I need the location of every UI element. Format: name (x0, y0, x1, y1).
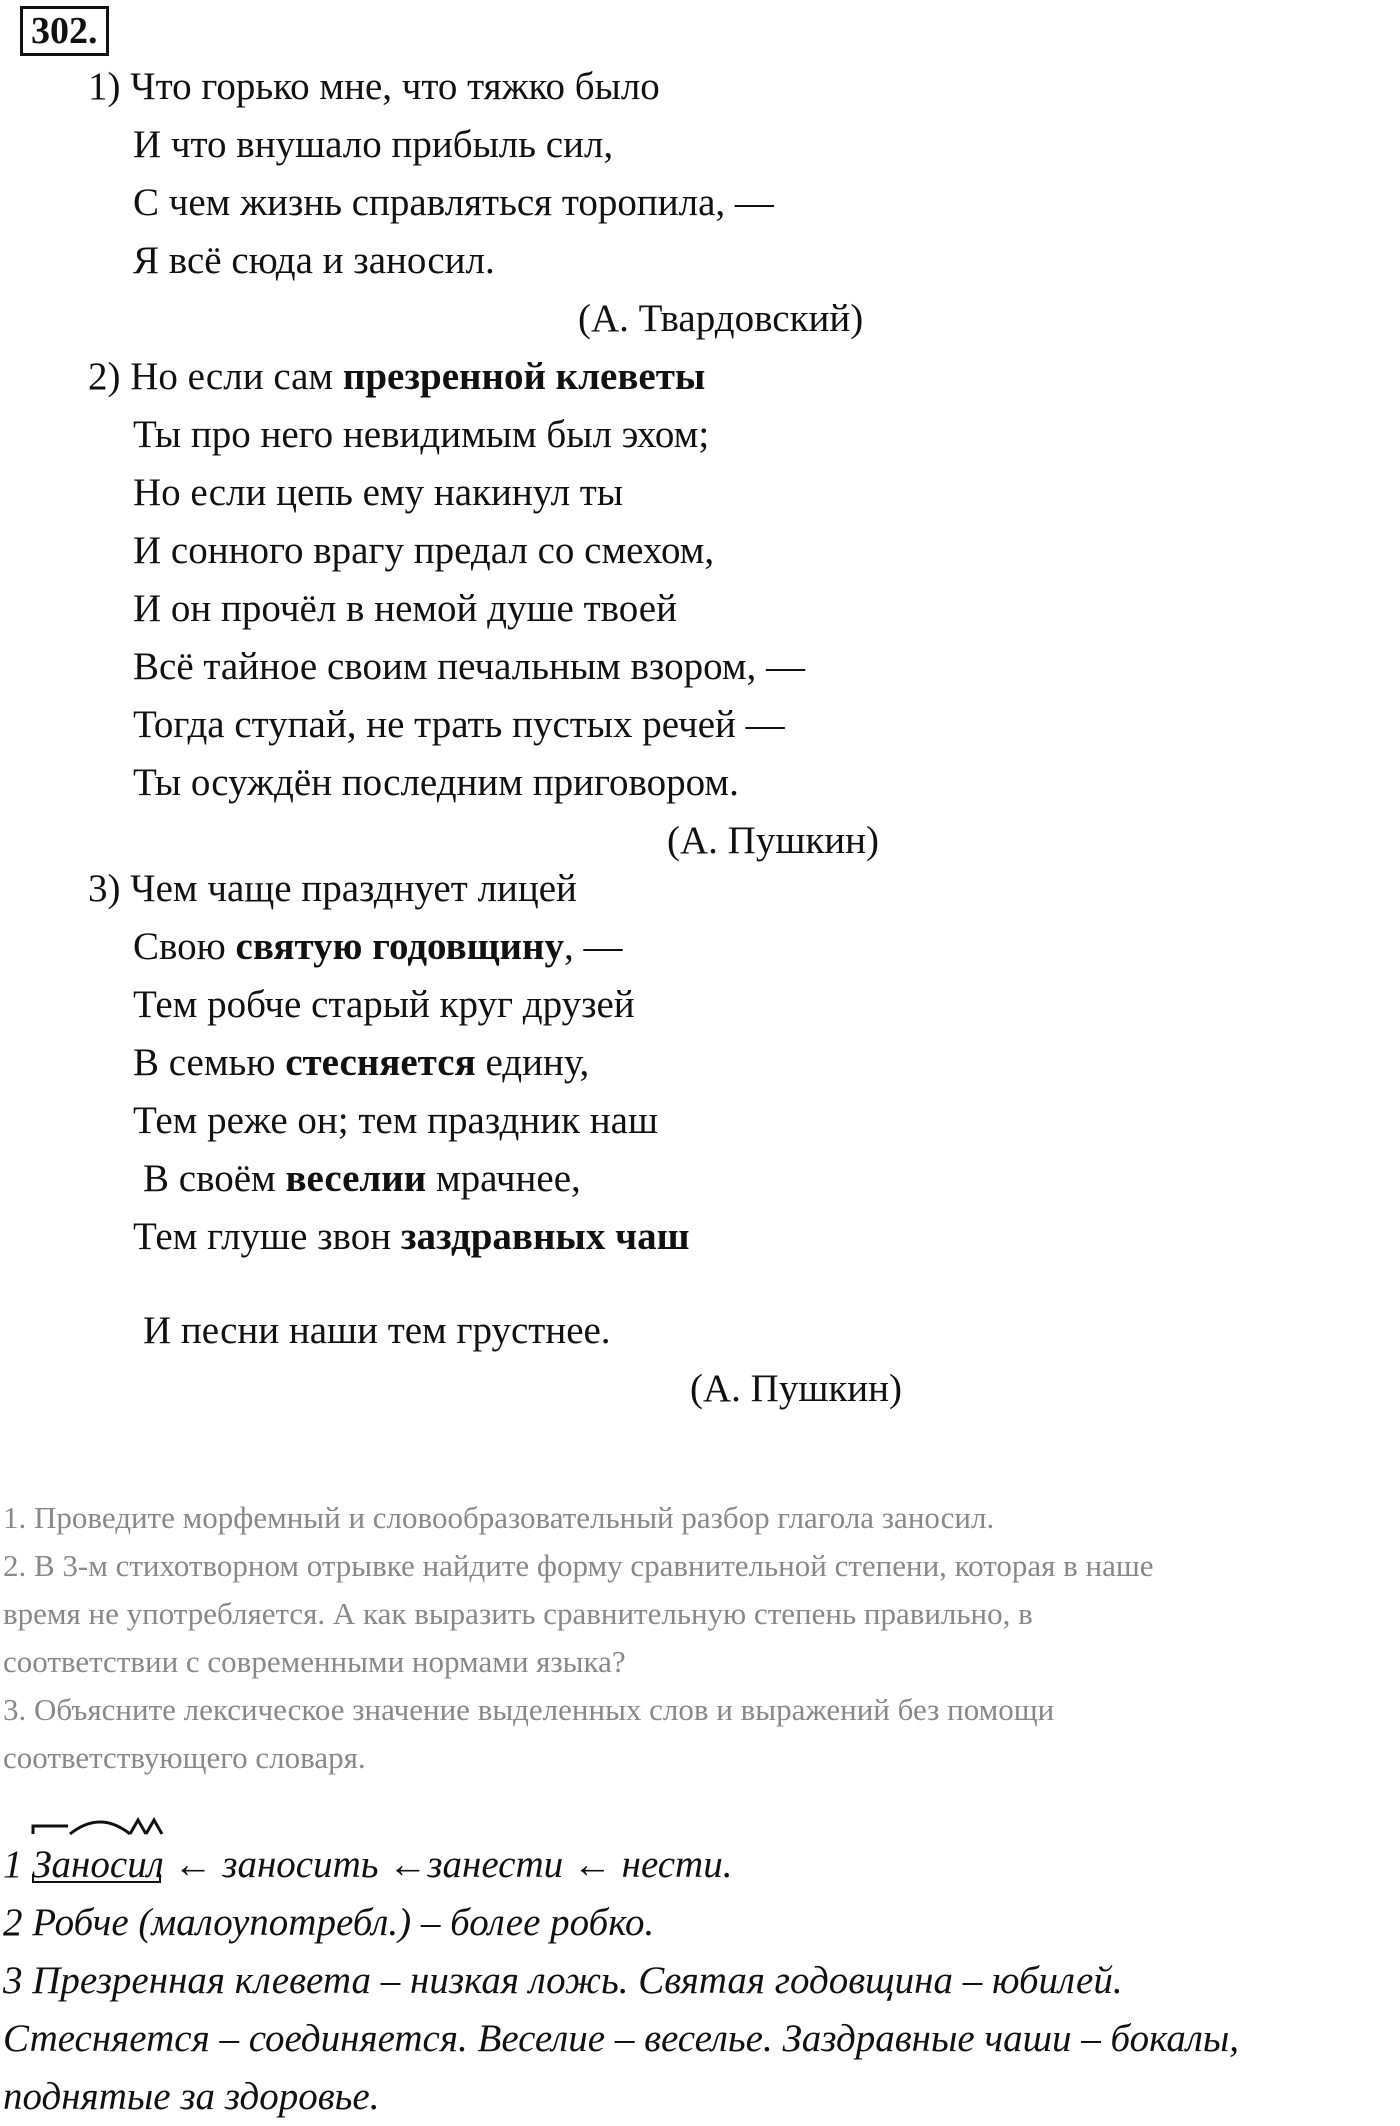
poem-text: едину, (475, 1041, 590, 1084)
poem-3-line (143, 1150, 581, 1208)
highlighted-phrase: стесняется (285, 1041, 476, 1084)
poem-text: мрачнее, (426, 1157, 581, 1200)
highlighted-phrase: заздравных чаш (400, 1215, 690, 1258)
poem-3-line (133, 1208, 690, 1266)
poem-text: И что внушало прибыль сил, (133, 123, 614, 166)
poem-3-line (143, 1302, 611, 1360)
poem-text: Тем глуше звон (133, 1215, 401, 1258)
poem-2-line (133, 580, 677, 638)
poem-1-author: (А. Твардовский) (578, 297, 864, 340)
poem-1-line (133, 174, 774, 232)
poem-text: В своём (143, 1157, 286, 1200)
task-line: соответствии с современными нормами языка? (3, 1644, 626, 1679)
answer-1-chain: ← заносить ←занести ← нести. (163, 1843, 733, 1886)
poem-1-line (133, 232, 495, 290)
task-line: 1. Проведите морфемный и словообразовательный разбор глагола заносил. (3, 1500, 995, 1535)
poem-text: Я всё сюда и заносил. (133, 239, 495, 282)
poem-3-line (133, 918, 623, 976)
poem-text: Ты про него невидимым был эхом; (133, 413, 710, 456)
task-line: 2. В 3-м стихотворном отрывке найдите форму сравнительной степени, которая в наше (3, 1548, 1154, 1583)
poem-text: , — (564, 925, 623, 968)
poem-3-line (133, 1034, 589, 1092)
poem-text: И он прочёл в немой душе твоей (133, 587, 677, 630)
poem-text: В семью (133, 1041, 286, 1084)
poem-text: Всё тайное своим печальным взором, — (133, 645, 806, 688)
poem-3-line (88, 860, 577, 918)
answer-line: поднятые за здоровье. (3, 2075, 380, 2118)
answer-line: 3 Презренная клевета – низкая ложь. Святая годовщина – юбилей. (3, 1959, 1123, 2002)
poem-text: Свою (133, 925, 236, 968)
poem-text: И песни наши тем грустнее. (143, 1309, 611, 1352)
poem-2-line (133, 696, 785, 754)
poem-text: 2) Но если сам (88, 355, 343, 398)
poem-2-author: (А. Пушкин) (667, 819, 880, 862)
answer-line: 2 Робче (малоупотребл.) – более робко. (3, 1901, 655, 1944)
poem-2-line (133, 754, 739, 812)
poem-1-line (133, 116, 613, 174)
morpheme-word: Заносил (32, 1842, 163, 1887)
poem-text: Ты осуждён последним приговором. (133, 761, 739, 804)
highlighted-phrase: презренной клеветы (342, 355, 706, 398)
highlighted-phrase: святую годовщину (235, 925, 564, 968)
task-line: время не употребляется. А как выразить сравнительную степень правильно, в (3, 1596, 1033, 1631)
poem-2-line (133, 522, 714, 580)
answer-line: Стесняется – соединяется. Веселие – веселье. Заздравные чаши – бокалы, (3, 2017, 1240, 2060)
poem-text: Но если цепь ему накинул ты (133, 471, 624, 514)
poem-text: Тогда ступай, не трать пустых речей — (133, 703, 785, 746)
poem-2-line (133, 464, 623, 522)
poem-text: Тем реже он; тем праздник наш (133, 1099, 658, 1142)
morpheme-marks (30, 1816, 180, 1886)
task-line: 3. Объясните лексическое значение выделенных слов и выражений без помощи (3, 1692, 1055, 1727)
poem-text: 3) Чем чаще празднует лицей (88, 867, 577, 910)
highlighted-phrase: веселии (285, 1157, 427, 1200)
poem-2-line (133, 638, 805, 696)
poem-3-line (133, 976, 635, 1034)
answer-1-number: 1 (3, 1843, 33, 1886)
poem-3-author: (А. Пушкин) (690, 1367, 903, 1410)
task-line: соответствующего словаря. (3, 1740, 366, 1775)
poem-text: И сонного врагу предал со смехом, (133, 529, 715, 572)
answer-1 (3, 1842, 732, 1887)
poem-2-line (133, 406, 709, 464)
poem-3-line (133, 1092, 658, 1150)
poem-1-line (88, 58, 660, 116)
poem-text: 1) Что горько мне, что тяжко было (88, 65, 660, 108)
exercise-number: 302. (20, 6, 109, 56)
poem-text: С чем жизнь справляться торопила, — (133, 181, 774, 224)
poem-text: Тем робче старый круг друзей (133, 983, 635, 1026)
poem-2-line (88, 348, 705, 406)
